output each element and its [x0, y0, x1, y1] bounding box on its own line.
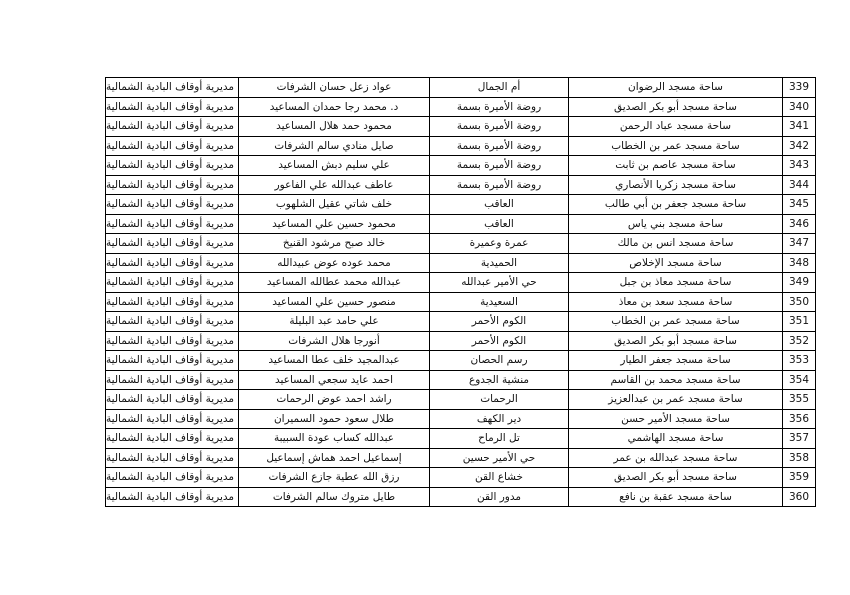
responsible-person-cell: خالد صبح مرشود القنيخ — [239, 234, 430, 254]
table-row — [106, 117, 816, 137]
mosque-yard-cell: ساحة مسجد أبو بكر الصديق — [569, 331, 783, 351]
table-row — [106, 253, 816, 273]
row-number-cell: 351 — [783, 312, 816, 332]
row-number-cell: 359 — [783, 468, 816, 488]
table-row — [106, 312, 816, 332]
directorate-cell: مديرية أوقاف البادية الشمالية — [106, 175, 239, 195]
mosque-yard-cell: ساحة مسجد عباد الرحمن — [569, 117, 783, 137]
mosque-yard-cell: ساحة مسجد الرضوان — [569, 78, 783, 98]
area-cell: الكوم الأحمر — [430, 331, 569, 351]
directorate-cell: مديرية أوقاف البادية الشمالية — [106, 429, 239, 449]
directorate-cell: مديرية أوقاف البادية الشمالية — [106, 234, 239, 254]
table-row — [106, 331, 816, 351]
directorate-cell: مديرية أوقاف البادية الشمالية — [106, 292, 239, 312]
mosque-yard-cell: ساحة مسجد الهاشمي — [569, 429, 783, 449]
responsible-person-cell: صايل منادي سالم الشرفات — [239, 136, 430, 156]
responsible-person-cell: طايل متروك سالم الشرفات — [239, 487, 430, 507]
table-row — [106, 78, 816, 98]
area-cell: حي الأمير عبدالله — [430, 273, 569, 293]
area-cell: العاقب — [430, 195, 569, 215]
row-number-cell: 343 — [783, 156, 816, 176]
row-number-cell: 348 — [783, 253, 816, 273]
row-number-cell: 347 — [783, 234, 816, 254]
responsible-person-cell: أنورجا هلال الشرفات — [239, 331, 430, 351]
directorate-cell: مديرية أوقاف البادية الشمالية — [106, 78, 239, 98]
directorate-cell: مديرية أوقاف البادية الشمالية — [106, 312, 239, 332]
area-cell: دير الكهف — [430, 409, 569, 429]
row-number-cell: 358 — [783, 448, 816, 468]
mosque-yard-cell: ساحة مسجد محمد بن القاسم — [569, 370, 783, 390]
mosque-yard-cell: ساحة مسجد انس بن مالك — [569, 234, 783, 254]
responsible-person-cell: منصور حسين علي المساعيد — [239, 292, 430, 312]
directorate-cell: مديرية أوقاف البادية الشمالية — [106, 390, 239, 410]
row-number-cell: 349 — [783, 273, 816, 293]
area-cell: روضة الأميرة بسمة — [430, 136, 569, 156]
mosque-yard-cell: ساحة مسجد عمر بن الخطاب — [569, 312, 783, 332]
table-row — [106, 390, 816, 410]
responsible-person-cell: د. محمد رجا حمدان المساعيد — [239, 97, 430, 117]
directorate-cell: مديرية أوقاف البادية الشمالية — [106, 370, 239, 390]
responsible-person-cell: عاطف عبدالله علي الفاعور — [239, 175, 430, 195]
responsible-person-cell: احمد عايد سجعي المساعيد — [239, 370, 430, 390]
row-number-cell: 354 — [783, 370, 816, 390]
mosque-yard-cell: ساحة مسجد عاصم بن ثابت — [569, 156, 783, 176]
row-number-cell: 345 — [783, 195, 816, 215]
table-row — [106, 214, 816, 234]
mosque-yard-cell: ساحة مسجد بني ياس — [569, 214, 783, 234]
area-cell: روضة الأميرة بسمة — [430, 97, 569, 117]
mosque-yards-table — [105, 77, 816, 507]
table-row — [106, 292, 816, 312]
directorate-cell: مديرية أوقاف البادية الشمالية — [106, 448, 239, 468]
row-number-cell: 341 — [783, 117, 816, 137]
row-number-cell: 352 — [783, 331, 816, 351]
row-number-cell: 344 — [783, 175, 816, 195]
area-cell: منشية الجدوع — [430, 370, 569, 390]
mosque-yard-cell: ساحة مسجد الإخلاص — [569, 253, 783, 273]
row-number-cell: 357 — [783, 429, 816, 449]
table-row — [106, 487, 816, 507]
area-cell: حي الأمير حسين — [430, 448, 569, 468]
mosque-yard-cell: ساحة مسجد جعفر الطيار — [569, 351, 783, 371]
directorate-cell: مديرية أوقاف البادية الشمالية — [106, 253, 239, 273]
row-number-cell: 360 — [783, 487, 816, 507]
area-cell: الكوم الأحمر — [430, 312, 569, 332]
responsible-person-cell: إسماعيل احمد هماش إسماعيل — [239, 448, 430, 468]
table-row — [106, 370, 816, 390]
row-number-cell: 346 — [783, 214, 816, 234]
responsible-person-cell: عبدالمجيد خلف عطا المساعيد — [239, 351, 430, 371]
directorate-cell: مديرية أوقاف البادية الشمالية — [106, 409, 239, 429]
row-number-cell: 355 — [783, 390, 816, 410]
directorate-cell: مديرية أوقاف البادية الشمالية — [106, 331, 239, 351]
responsible-person-cell: خلف شاتي عقيل الشلهوب — [239, 195, 430, 215]
mosque-yard-cell: ساحة مسجد أبو بكر الصديق — [569, 97, 783, 117]
area-cell: روضة الأميرة بسمة — [430, 175, 569, 195]
mosque-yard-cell: ساحة مسجد عمر بن الخطاب — [569, 136, 783, 156]
table-row — [106, 429, 816, 449]
mosque-yard-cell: ساحة مسجد زكريا الأنصاري — [569, 175, 783, 195]
area-cell: روضة الأميرة بسمة — [430, 117, 569, 137]
table-row — [106, 156, 816, 176]
table-row — [106, 468, 816, 488]
area-cell: العاقب — [430, 214, 569, 234]
area-cell: مدور القن — [430, 487, 569, 507]
row-number-cell: 353 — [783, 351, 816, 371]
mosque-yard-cell: ساحة مسجد عبدالله بن عمر — [569, 448, 783, 468]
mosque-yard-cell: ساحة مسجد معاذ بن جبل — [569, 273, 783, 293]
responsible-person-cell: عبدالله محمد عطالله المساعيد — [239, 273, 430, 293]
responsible-person-cell: رزق الله عطية جازع الشرفات — [239, 468, 430, 488]
table-row — [106, 97, 816, 117]
row-number-cell: 350 — [783, 292, 816, 312]
directorate-cell: مديرية أوقاف البادية الشمالية — [106, 97, 239, 117]
mosque-yard-cell: ساحة مسجد عمر بن عبدالعزيز — [569, 390, 783, 410]
table-row — [106, 195, 816, 215]
table-row — [106, 136, 816, 156]
directorate-cell: مديرية أوقاف البادية الشمالية — [106, 136, 239, 156]
directorate-cell: مديرية أوقاف البادية الشمالية — [106, 487, 239, 507]
area-cell: السعيدية — [430, 292, 569, 312]
area-cell: أم الجمال — [430, 78, 569, 98]
row-number-cell: 356 — [783, 409, 816, 429]
row-number-cell: 340 — [783, 97, 816, 117]
area-cell: عمرة وعميرة — [430, 234, 569, 254]
table-row — [106, 351, 816, 371]
area-cell: روضة الأميرة بسمة — [430, 156, 569, 176]
responsible-person-cell: راشد احمد عوض الرحمات — [239, 390, 430, 410]
directorate-cell: مديرية أوقاف البادية الشمالية — [106, 351, 239, 371]
mosque-yard-cell: ساحة مسجد عقبة بن نافع — [569, 487, 783, 507]
responsible-person-cell: عبدالله كساب عودة السبيبة — [239, 429, 430, 449]
table-row — [106, 448, 816, 468]
mosque-yard-cell: ساحة مسجد سعد بن معاذ — [569, 292, 783, 312]
table-row — [106, 273, 816, 293]
responsible-person-cell: علي سليم دبش المساعيد — [239, 156, 430, 176]
area-cell: الرحمات — [430, 390, 569, 410]
mosque-yard-cell: ساحة مسجد أبو بكر الصديق — [569, 468, 783, 488]
directorate-cell: مديرية أوقاف البادية الشمالية — [106, 117, 239, 137]
area-cell: رسم الحصان — [430, 351, 569, 371]
directorate-cell: مديرية أوقاف البادية الشمالية — [106, 156, 239, 176]
responsible-person-cell: عواد زعل حسان الشرفات — [239, 78, 430, 98]
area-cell: الحميدية — [430, 253, 569, 273]
responsible-person-cell: محمود حمد هلال المساعيد — [239, 117, 430, 137]
mosque-yard-cell: ساحة مسجد جعفر بن أبي طالب — [569, 195, 783, 215]
responsible-person-cell: طلال سعود حمود السميران — [239, 409, 430, 429]
directorate-cell: مديرية أوقاف البادية الشمالية — [106, 214, 239, 234]
directorate-cell: مديرية أوقاف البادية الشمالية — [106, 195, 239, 215]
row-number-cell: 339 — [783, 78, 816, 98]
directorate-cell: مديرية أوقاف البادية الشمالية — [106, 273, 239, 293]
mosque-yard-cell: ساحة مسجد الأمير حسن — [569, 409, 783, 429]
table-body — [106, 78, 816, 507]
row-number-cell: 342 — [783, 136, 816, 156]
table-row — [106, 234, 816, 254]
responsible-person-cell: محمد عوده عوض عبيدالله — [239, 253, 430, 273]
responsible-person-cell: علي حامد عبد البليلة — [239, 312, 430, 332]
table-row — [106, 409, 816, 429]
area-cell: تل الرماح — [430, 429, 569, 449]
table-row — [106, 175, 816, 195]
directorate-cell: مديرية أوقاف البادية الشمالية — [106, 468, 239, 488]
responsible-person-cell: محمود حسين علي المساعيد — [239, 214, 430, 234]
area-cell: خشاع القن — [430, 468, 569, 488]
